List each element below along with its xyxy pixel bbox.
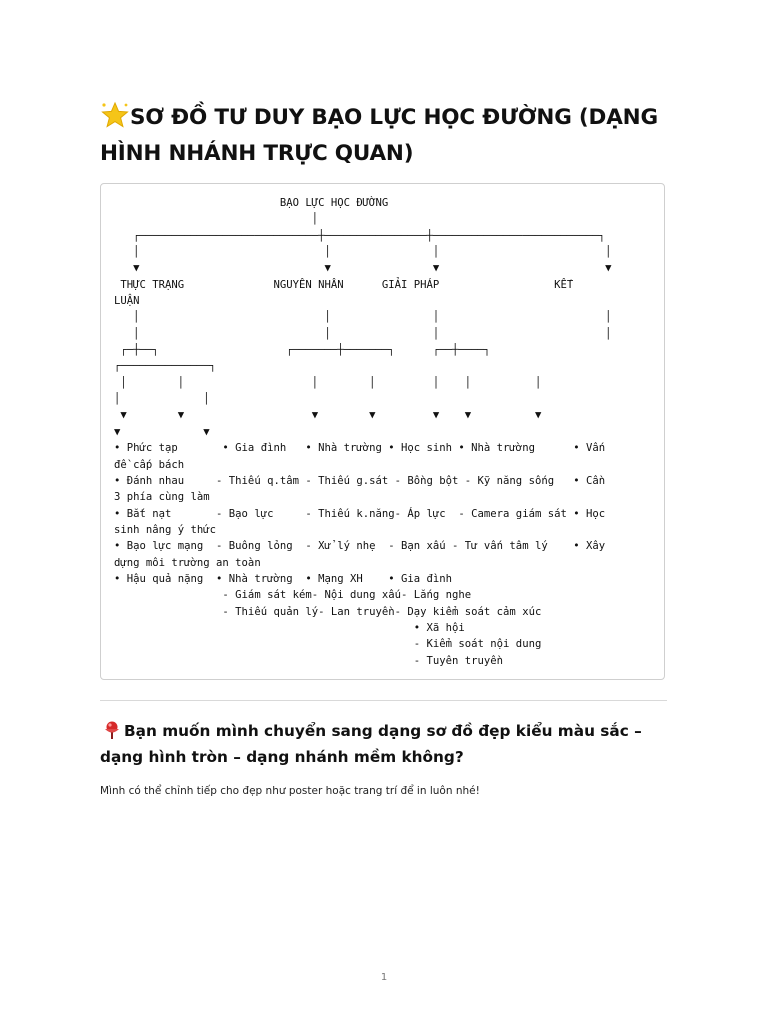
question-heading	[100, 718, 670, 770]
body-paragraph: Mình có thể chỉnh tiếp cho đẹp như poster hoặc trang trí để in luôn nhé!	[100, 785, 480, 797]
diagram-code-block	[100, 183, 665, 680]
mind-map-text: BẠO LỰC HỌC ĐƯỜNG │ ┌────────────────────────────┼────────────────┼──────────────────────────┐ │ │ │ │ ▼ ▼ ▼ ▼ THỰC TRẠNG NGUYÊN NHÂN GIẢI PHÁP KẾT LUẬN │ │ │ │ │ │ │ │ ┌─┼──┐ ┌───────┼───────┐ ┌──┼────┐ ┌──────────────┐ │ │ │ │ │ │ │ │ │ ▼ ▼ ▼ ▼ ▼ ▼ ▼ ▼ ▼ • Phức tạp • Gia đình • Nhà trường • Học sinh • Nhà trường • Vấn đề cấp bách • Đánh nhau - Thiếu q.tâm - Thiếu g.sát - Bồng bột - Kỹ năng sống • Cần 3 phía cùng làm • Bắt nạt - Bạo lực - Thiếu k.năng- Áp lực - Camera giám sát • Học sinh nâng ý thức • Bạo lực mạng - Buông lỏng - Xử lý nhẹ - Bạn xấu - Tư vấn tâm lý • Xây dựng môi trường an toàn • Hậu quả nặng • Nhà trường • Mạng XH • Gia đình - Giám sát kém- Nội dung xấu- Lắng nghe - Thiếu quản lý- Lan truyền- Dạy kiểm soát cảm xúc • Xã hội - Kiểm soát nội dung - Tuyên truyền	[114, 197, 612, 667]
divider	[100, 700, 667, 701]
question-text: Bạn muốn mình chuyển sang dạng sơ đồ đẹp kiểu màu sắc – dạng hình tròn – dạng nhánh mềm không?	[100, 722, 642, 766]
page-number: 1	[380, 972, 388, 983]
page-title	[100, 100, 670, 172]
pushpin-icon	[100, 720, 124, 740]
glowing-star-icon	[100, 101, 130, 129]
title-text: SƠ ĐỒ TƯ DUY BẠO LỰC HỌC ĐƯỜNG (DẠNG HÌNH NHÁNH TRỰC QUAN)	[100, 105, 658, 166]
